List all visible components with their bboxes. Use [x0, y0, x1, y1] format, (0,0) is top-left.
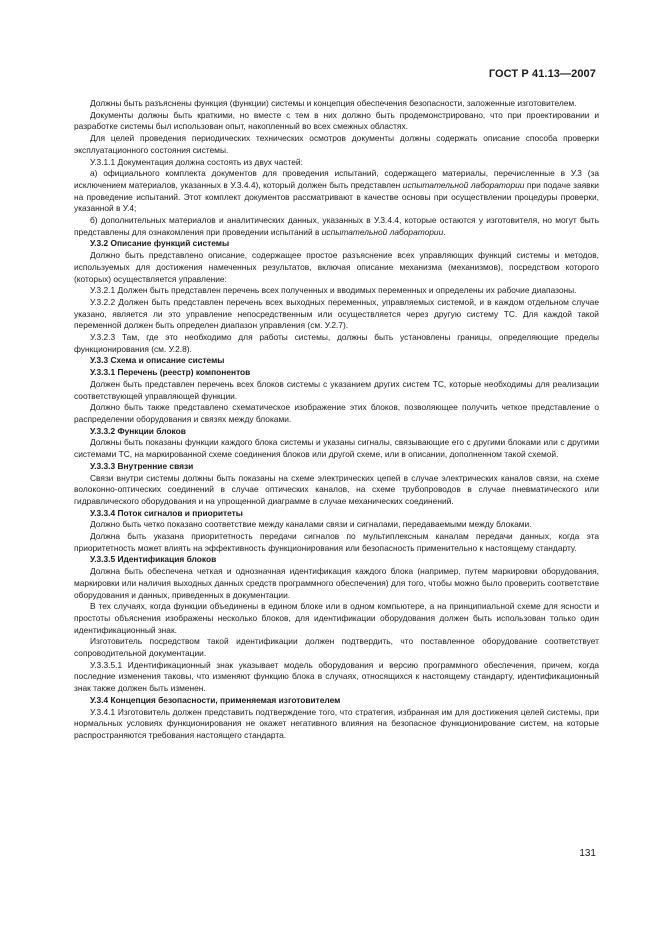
text-run: У.3.3.1 Перечень (реестр) компонентов: [90, 367, 251, 378]
text-run: У.3.3.5.1 Идентификационный знак указывает модель оборудования и версию программного обеспечения, причем, когда последние изменения таковы, что изменяют функцию блока в случаях, относящихся к настоящему стандарту, идентификационный знак также должен быть изменен.: [74, 659, 599, 694]
text-run: В тех случаях, когда функции объединены в едином блоке или в одном компьютере, а на принципиальной схеме для ясности и простоты объяснения изображены несколько блоков, для идентификации оборудования должен быть использован только один идентификационный знак.: [74, 601, 599, 635]
body-paragraph: [74, 566, 599, 601]
text-run: Должна быть указана приоритетность передачи сигналов по мультиплексным каналам передачи данных, когда эта приоритетность может влиять на эффективность функционирования или безопасность применительно к настоящему стандарту.: [74, 531, 599, 553]
text-run: Для целей проведения периодических технических осмотров документы должны содержать описание способа проверки эксплуатационного состояния системы.: [74, 133, 599, 155]
text-run: У.3.2.1 Должен быть представлен перечень всех полученных и вводимых переменных и определены их рабочие диапазоны.: [90, 285, 577, 296]
section-heading: [74, 554, 599, 566]
body-paragraph: [74, 157, 599, 169]
text-run: У.3.1.1 Документация должна состоять из двух частей:: [90, 156, 303, 167]
body-paragraph: [74, 110, 599, 133]
document-body: [74, 98, 599, 742]
section-heading: [74, 367, 599, 379]
document-header: ГОСТ Р 41.13—2007: [488, 68, 596, 80]
body-paragraph: [74, 250, 599, 285]
section-heading: [74, 508, 599, 520]
text-run: У.3.2 Описание функций системы: [90, 238, 230, 249]
body-paragraph: [74, 707, 599, 742]
text-run: У.3.3 Схема и описание системы: [90, 355, 225, 366]
body-paragraph: [74, 133, 599, 156]
section-heading: [74, 695, 599, 707]
body-paragraph: [74, 379, 599, 402]
body-paragraph: [74, 636, 599, 659]
body-paragraph: [74, 519, 599, 531]
body-paragraph: [74, 437, 599, 460]
text-run: Должна быть обеспечена четкая и однозначная идентификация каждого блока (например, путем маркировки оборудования, маркировки или наличия выходных данных средств программного обеспечения) для того, чтобы можно было проверить соответствие оборудования и данных, приведенных в документации.: [74, 566, 599, 600]
text-run: Должен быть представлен перечень всех блоков системы с указанием других систем ТС, которые необходимы для реализации соответствующей управляющей функции.: [74, 378, 599, 401]
section-heading: [74, 426, 599, 438]
text-run: .: [443, 226, 446, 237]
body-paragraph: [74, 285, 599, 297]
body-paragraph: [74, 660, 599, 695]
body-paragraph: [74, 332, 599, 355]
text-run: при подаче заявки на проведение испытаний. Этот комплект документов рассматривают в качестве основы при осуществлении процедуры проверки, указанной в У.4;: [74, 179, 599, 214]
text-run: У.3.2.3 Там, где это необходимо для работы системы, должны быть установлены границы, определяющие пределы функционирования (см. У.2.8).: [74, 332, 599, 354]
text-run: У.3.2.2 Должен быть представлен перечень всех выходных переменных, управляемых системой, и в каждом отдельном случае указано, является ли это управление непосредственным или осуществляется через другую систему ТС. Для каждой такой переменной должен быть определен диапазон управления (см. У.2.7).: [74, 296, 599, 331]
body-paragraph: [74, 168, 599, 215]
body-paragraph: [74, 98, 599, 110]
section-heading: [74, 238, 599, 250]
text-run: Документы должны быть краткими, но вместе с тем в них должно быть продемонстрировано, что при проектировании и разработке системы был использован опыт, накопленный во всех смежных областях.: [74, 109, 599, 132]
text-run: Должно быть представлено описание, содержащее простое разъяснение всех управляющих функций системы и методов, используемых для достижения намеченных результатов, включая описание механизма (механизмов), посредством которого (которых) осуществляется управление:: [74, 250, 599, 284]
body-paragraph: [74, 601, 599, 636]
text-run: б) дополнительных материалов и аналитических данных, указанных в У.3.4.4, которые остаются у изготовителя, но могут быть представлены для ознакомления при проведении испытаний в: [74, 215, 599, 237]
text-run: Должны быть разъяснены функция (функции) системы и концепция обеспечения безопасности, заложенные изготовителем.: [90, 98, 577, 108]
body-paragraph: [74, 297, 599, 332]
section-heading: [74, 461, 599, 473]
body-paragraph: [74, 215, 599, 238]
text-run: Должно быть четко показано соответствие между каналами связи и сигналами, передаваемыми между блоками.: [90, 519, 532, 530]
body-paragraph: [74, 402, 599, 425]
text-run: а) официального комплекта документов для проведения испытаний, содержащего материалы, перечисленные в У.3 (за исключением материалов, указанных в У.3.4.4), который должен быть представлен: [74, 168, 599, 190]
text-run: Изготовитель посредством такой идентификации должен подтвердить, что поставленное оборудование соответствует сопроводительной документации.: [74, 636, 599, 659]
text-run: У.3.4 Концепция безопасности, применяемая изготовителем: [90, 694, 341, 705]
section-heading: [74, 355, 599, 367]
text-run: У.3.3.2 Функции блоков: [90, 425, 186, 436]
text-run: Связи внутри системы должны быть показаны на схеме электрических цепей в случае электрических каналов связи, на схеме волоконно-оптических соединений в случае оптических каналов, на схеме трубопроводов в случае пневматического или гидравлического оборудования и на упрощенной диаграмме в случае механических соединений.: [74, 472, 599, 506]
text-run: Должны быть показаны функции каждого блока системы и указаны сигналы, связывающие его с другими блоками или с другими системами ТС, на маркированной схеме соединения блоков или другой схеме, или в описании, дополненном такой схемой.: [74, 437, 599, 460]
body-paragraph: [74, 473, 599, 508]
text-run: У.3.3.3 Внутренние связи: [90, 460, 194, 471]
text-run: У.3.3.5 Идентификация блоков: [90, 554, 217, 565]
italic-term: испытательной лаборатории: [321, 226, 444, 237]
italic-term: испытательной лаборатории: [402, 179, 525, 190]
text-run: Должно быть также представлено схематическое изображение этих блоков, позволяющее получить четкое представление о распределении оборудования и связях между блоками.: [74, 402, 599, 424]
text-run: У.3.4.1 Изготовитель должен представить подтверждение того, что стратегия, избранная им для достижения целей системы, при нормальных условиях функционирования не окажет негативного влияния на безопасное функционирование систем, на которые распространяются требования настоящего стандарта.: [74, 706, 599, 740]
body-paragraph: [74, 531, 599, 554]
page-number: 131: [579, 848, 596, 859]
text-run: У.3.3.4 Поток сигналов и приоритеты: [90, 507, 243, 518]
